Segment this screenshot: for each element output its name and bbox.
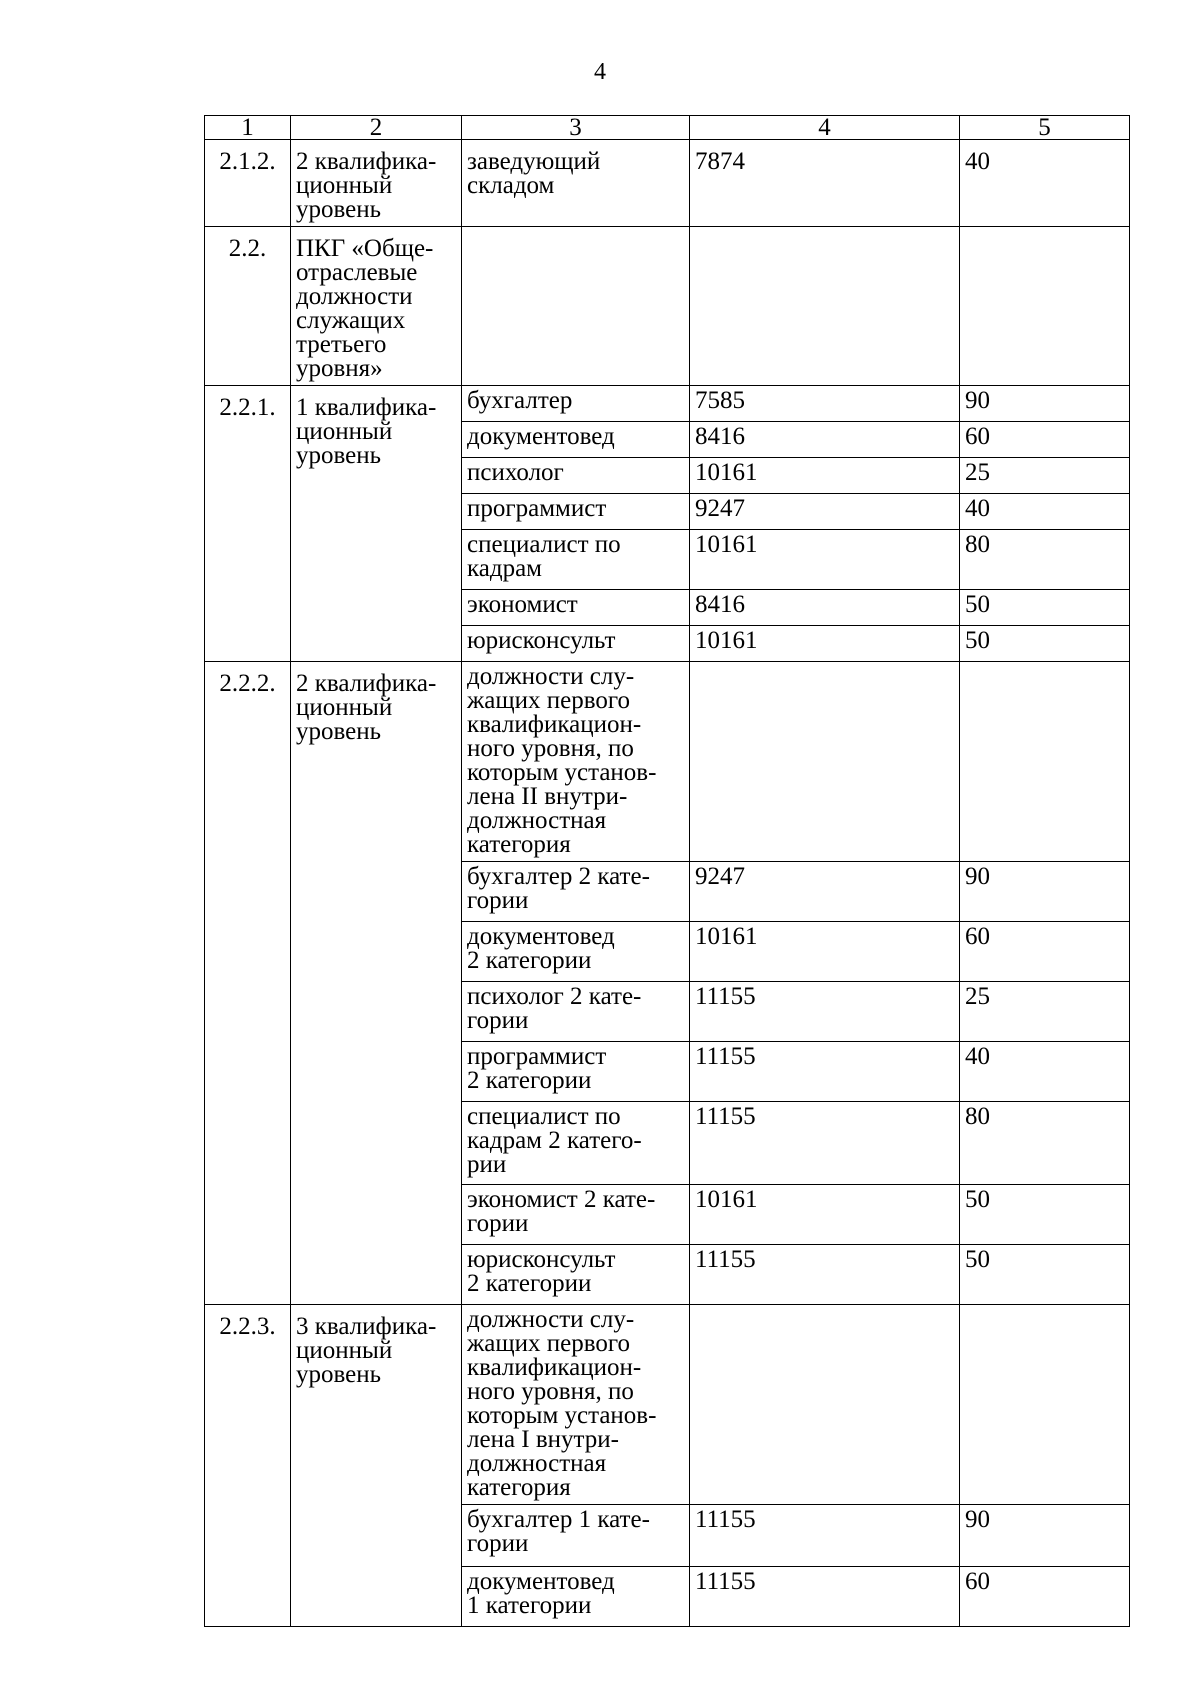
row-code: 2.2.2.	[205, 662, 291, 1305]
position-cell: юрисконсульт 2 категории	[462, 1245, 690, 1305]
empty-cell	[462, 227, 690, 386]
position-cell: специалист по кадрам 2 катего- рии	[462, 1102, 690, 1185]
position-cell: документовед 1 категории	[462, 1567, 690, 1627]
salary-cell: 7874	[690, 140, 960, 227]
salary-cell: 11155	[690, 1505, 960, 1567]
salary-cell: 11155	[690, 1102, 960, 1185]
position-cell: заведующий складом	[462, 140, 690, 227]
salary-cell: 10161	[690, 922, 960, 982]
salary-cell: 8416	[690, 422, 960, 458]
qualification-level: 3 квалифика- ционный уровень	[291, 1305, 462, 1627]
column-header: 4	[690, 116, 960, 140]
table-row	[205, 386, 1130, 422]
empty-cell	[960, 227, 1130, 386]
salary-table	[204, 115, 1130, 1627]
table-row	[205, 662, 1130, 862]
position-cell: программист 2 категории	[462, 1042, 690, 1102]
share-cell: 50	[960, 626, 1130, 662]
salary-cell: 10161	[690, 626, 960, 662]
position-cell: юрисконсульт	[462, 626, 690, 662]
position-cell: программист	[462, 494, 690, 530]
row-code: 2.2.3.	[205, 1305, 291, 1627]
share-cell: 50	[960, 1185, 1130, 1245]
share-cell: 40	[960, 494, 1130, 530]
row-code: 2.1.2.	[205, 140, 291, 227]
empty-cell	[690, 662, 960, 862]
position-cell: специалист по кадрам	[462, 530, 690, 590]
qualification-level: 1 квалифика- ционный уровень	[291, 386, 462, 662]
position-group-note: должности слу- жащих первого квалификацион- ного уровня, по которым установ- лена I внутри- должностная категория	[462, 1305, 690, 1505]
salary-cell: 11155	[690, 1042, 960, 1102]
share-cell: 90	[960, 386, 1130, 422]
row-code: 2.2.	[205, 227, 291, 386]
table-row	[205, 1305, 1130, 1505]
row-code: 2.2.1.	[205, 386, 291, 662]
position-cell: бухгалтер 2 кате- гории	[462, 862, 690, 922]
salary-cell: 11155	[690, 1567, 960, 1627]
salary-cell: 11155	[690, 1245, 960, 1305]
share-cell: 50	[960, 1245, 1130, 1305]
position-cell: психолог 2 кате- гории	[462, 982, 690, 1042]
column-header: 3	[462, 116, 690, 140]
position-cell: бухгалтер 1 кате- гории	[462, 1505, 690, 1567]
empty-cell	[690, 227, 960, 386]
empty-cell	[960, 1305, 1130, 1505]
share-cell: 90	[960, 1505, 1130, 1567]
column-header: 5	[960, 116, 1130, 140]
empty-cell	[690, 1305, 960, 1505]
share-cell: 60	[960, 1567, 1130, 1627]
position-cell: экономист	[462, 590, 690, 626]
share-cell: 25	[960, 982, 1130, 1042]
position-cell: психолог	[462, 458, 690, 494]
share-cell: 50	[960, 590, 1130, 626]
page-number: 4	[594, 59, 606, 85]
salary-cell: 9247	[690, 862, 960, 922]
position-group-note: должности слу- жащих первого квалификацион- ного уровня, по которым установ- лена II внутри- должностная категория	[462, 662, 690, 862]
column-header: 1	[205, 116, 291, 140]
share-cell: 40	[960, 1042, 1130, 1102]
position-cell: документовед 2 категории	[462, 922, 690, 982]
position-cell: документовед	[462, 422, 690, 458]
share-cell: 25	[960, 458, 1130, 494]
header-row	[205, 116, 1130, 140]
salary-cell: 9247	[690, 494, 960, 530]
salary-cell: 11155	[690, 982, 960, 1042]
professional-group: ПКГ «Обще- отраслевые должности служащих третьего уровня»	[291, 227, 462, 386]
salary-cell: 10161	[690, 1185, 960, 1245]
salary-cell: 10161	[690, 530, 960, 590]
table-row	[205, 227, 1130, 386]
position-cell: экономист 2 кате- гории	[462, 1185, 690, 1245]
share-cell: 90	[960, 862, 1130, 922]
empty-cell	[960, 662, 1130, 862]
column-header: 2	[291, 116, 462, 140]
qualification-level: 2 квалифика- ционный уровень	[291, 662, 462, 1305]
salary-cell: 8416	[690, 590, 960, 626]
position-cell: бухгалтер	[462, 386, 690, 422]
share-cell: 60	[960, 922, 1130, 982]
share-cell: 80	[960, 530, 1130, 590]
share-cell: 40	[960, 140, 1130, 227]
share-cell: 60	[960, 422, 1130, 458]
table-row	[205, 140, 1130, 227]
salary-cell: 7585	[690, 386, 960, 422]
qualification-level: 2 квалифика- ционный уровень	[291, 140, 462, 227]
share-cell: 80	[960, 1102, 1130, 1185]
salary-cell: 10161	[690, 458, 960, 494]
